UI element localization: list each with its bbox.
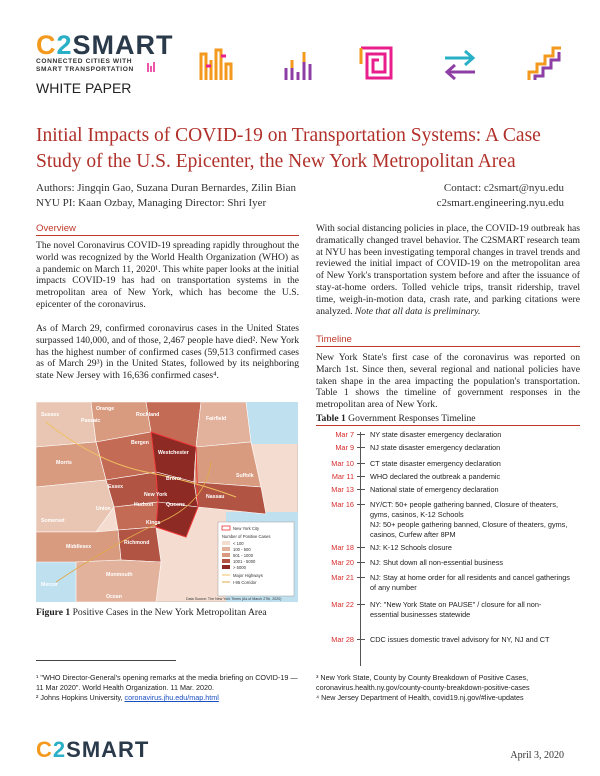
timeline-event: NJ: K-12 Schools closure	[370, 543, 452, 552]
legend-item: 100 - 500	[233, 547, 251, 552]
overview-paragraph-2: As of March 29, confirmed coronavirus cases in the United States surpassed 140,000, and of those, 2,467 people have died². New York has the highest number of confirmed cases (59,513 confirmed cases as of March 29³) in the United States, followed by its neighboring state New Jersey with 16,636 confirmed cases⁴.	[36, 323, 299, 382]
footnote-2	[36, 693, 298, 703]
timeline-event: NJ state disaster emergency declaration	[370, 443, 501, 452]
county-label-nassau: Nassau	[206, 494, 225, 500]
principal-investigator: NYU PI: Kaan Ozbay, Managing Director: Shri Iyer	[36, 197, 267, 209]
timeline-event: National state of emergency declaration	[370, 485, 499, 494]
figure-1-text: Positive Cases in the New York Metropolitan Area	[70, 607, 267, 618]
doc-type: WHITE PAPER	[36, 80, 132, 96]
timeline-date: Mar 18	[331, 543, 354, 552]
timeline-tick	[357, 504, 365, 505]
figure-1-label: Figure 1	[36, 607, 71, 618]
loop-icon	[357, 44, 395, 82]
timeline-tick	[357, 604, 365, 605]
timeline-tick	[357, 447, 365, 448]
county-label-union: Union	[96, 506, 111, 512]
figure-1-map	[36, 402, 298, 602]
contact-block	[437, 181, 564, 211]
legend-highways: Major Highways	[233, 573, 263, 578]
county-label-suffolk: Suffolk	[236, 473, 254, 479]
county-label-monmouth: Monmouth	[106, 572, 133, 578]
county-label-queens: Queens	[166, 502, 186, 508]
timeline-tick	[357, 562, 365, 563]
legend-title-cases: Number of Positive Cases	[222, 534, 271, 539]
timeline-event: CDC issues domestic travel advisory for NY, NJ and CT	[370, 635, 550, 644]
table-1-title: Government Responses Timeline	[345, 413, 476, 424]
county-label-bergen: Bergen	[131, 440, 149, 446]
timeline-date: Mar 22	[331, 600, 354, 609]
timeline-event: NY state disaster emergency declaration	[370, 430, 502, 439]
title-line-1: Initial Impacts of COVID-19 on Transportation Systems: A Case	[36, 125, 541, 146]
timeline-tick	[357, 577, 365, 578]
county-label-passaic: Passaic	[81, 418, 101, 424]
county-label-new-york: New York	[144, 492, 168, 498]
legend-item: > 5000	[233, 565, 246, 570]
timeline-event: NJ: Shut down all non-essential business	[370, 558, 504, 567]
timeline-tick	[357, 489, 365, 490]
footnotes-left	[36, 673, 298, 703]
footnote-1: ¹ "WHO Director-General's opening remarks at the media briefing on COVID-19 —11 Mar 2020". World Health Organization. 11 Mar. 2020.	[36, 673, 298, 692]
timeline-date: Mar 28	[331, 635, 354, 644]
legend-title-nyc: New York City	[233, 526, 260, 531]
timeline-event: NJ: 50+ people gathering banned, Closure of theaters, gyms, casinos, Curfew after 8PM	[370, 520, 568, 539]
timeline-date: Mar 7	[335, 430, 354, 439]
timeline-date: Mar 13	[331, 485, 354, 494]
timeline-axis	[360, 432, 361, 666]
figure-1-caption	[36, 607, 267, 618]
paper-title	[36, 123, 576, 175]
overview-heading: Overview	[36, 223, 76, 234]
timeline-tick	[357, 463, 365, 464]
intro-note: Note that all data is preliminary.	[354, 305, 481, 317]
county-label-rockland: Rockland	[136, 412, 160, 418]
timeline-date: Mar 21	[331, 573, 354, 582]
timeline-tick	[357, 434, 365, 435]
timeline-paragraph: New York State's first case of the coronavirus was reported on March 1st. Since then, several regional and national policies have taken shape in the area impacting the population's transportation. Table 1 shows the timeline of government responses in the metropolitan area of New York.	[316, 352, 580, 411]
timeline-date: Mar 20	[331, 558, 354, 567]
timeline-event: NY/CT: 50+ people gathering banned, Closure of theaters, gyms, casinos, K-12 Schools	[370, 500, 559, 519]
title-line-2: Study of the U.S. Epicenter, the New York Metropolitan Area	[36, 151, 516, 172]
footnote-4: ⁴ New Jersey Department of Health, covid19.nj.gov/#live-updates	[316, 693, 524, 702]
county-label-bronx: Bronx	[166, 476, 181, 482]
legend-item: 501 - 1000	[233, 553, 254, 558]
timeline-date: Mar 16	[331, 500, 354, 509]
logo-subtitle-line2: SMART TRANSPORTATION	[36, 66, 134, 73]
timeline-date: Mar 11	[331, 472, 354, 481]
website-link[interactable]: c2smart.engineering.nyu.edu	[436, 197, 564, 209]
county-label-fairfield: Fairfield	[206, 416, 227, 422]
table-1-label: Table 1	[316, 413, 346, 424]
county-label-richmond: Richmond	[124, 540, 150, 546]
county-label-mercer: Mercer	[41, 582, 59, 588]
timeline-tick	[357, 476, 365, 477]
jhu-map-link[interactable]: coronavirus.jhu.edu/map.html	[124, 693, 219, 702]
logo-subtitle-line1: CONNECTED CITIES WITH	[36, 58, 133, 65]
logo-mark-icon	[147, 60, 157, 74]
legend-i95: I-95 Corridor	[233, 580, 257, 585]
authors: Authors: Jingqin Gao, Suzana Duran Bernardes, Zilin Bian	[36, 182, 296, 194]
timeline-divider	[316, 346, 580, 347]
stairs-icon	[525, 44, 565, 84]
county-label-kings: Kings	[146, 520, 161, 526]
county-label-middlesex: Middlesex	[66, 544, 92, 550]
timeline-event: NJ: Stay at home order for all residents and cancel gatherings of any number	[370, 573, 570, 592]
timeline-date: Mar 10	[331, 459, 354, 468]
overview-divider	[36, 235, 299, 236]
timeline-event: WHO declared the outbreak a pandemic	[370, 472, 501, 481]
legend-item: 1001 - 5000	[233, 559, 256, 564]
logo-subtitle	[36, 58, 134, 74]
county-label-westchester: Westchester	[158, 450, 189, 456]
county-label-ocean: Ocean	[106, 594, 122, 600]
footnote-2-text: ² Johns Hopkins University,	[36, 693, 125, 702]
legend-item: < 100	[233, 541, 244, 546]
timeline-date: Mar 9	[335, 443, 354, 452]
county-label-essex: Essex	[108, 484, 124, 490]
logo-wordmark: C2SMART	[36, 30, 174, 60]
authors-block	[36, 181, 296, 211]
county-label-orange: Orange	[96, 406, 115, 412]
timeline-event: NY: "New York State on PAUSE" / closure for all non-essential businesses statewide	[370, 600, 542, 619]
bars-icon	[198, 46, 234, 82]
intro-text: With social distancing policies in place, the COVID-19 outbreak has dramatically changed travel behavior. The C2SMART research team at NYU has been investigating temporal changes in travel trends and reviewed the initial impact of COVID-19 on the metropolitan area of New York's transportation system before and after the issuance of stay-at-home orders. Tolled vehicle trips, transit ridership, travel time, weigh-in-motion data, crash rate, and parking citations were analyzed.	[316, 223, 580, 317]
county-label-sussex: Sussex	[41, 412, 60, 418]
footnotes-right	[316, 673, 580, 703]
intro-paragraph	[316, 223, 580, 317]
c2smart-logo	[36, 30, 174, 61]
county-label-hudson: Hudson	[134, 502, 154, 508]
chart-icon	[282, 46, 316, 82]
timeline-tick	[357, 639, 365, 640]
footer-logo: C2SMART	[36, 737, 150, 762]
footer-date: April 3, 2020	[510, 750, 564, 761]
footnote-rule	[36, 660, 176, 661]
timeline-event: CT state disaster emergency declaration	[370, 459, 501, 468]
footnote-3: ³ New York State, County by County Breakdown of Positive Cases, coronavirus.health.ny.gov/county-county-breakdown-positive-cases	[316, 673, 530, 692]
overview-paragraph-1: The novel Coronavirus COVID-19 spreading rapidly throughout the world was recognized by the World Health Organization (WHO) as a pandemic on March 11, 2020¹. This white paper looks at the initial impacts COVID-19 has had on transportation systems in the metropolitan area of New York, which has become the U.S. epicenter of the coronavirus.	[36, 240, 299, 310]
timeline-heading: Timeline	[316, 334, 352, 345]
table-divider	[316, 425, 580, 426]
table-1-caption	[316, 413, 476, 424]
timeline-tick	[357, 547, 365, 548]
timeline-table	[316, 430, 580, 670]
contact-email[interactable]: Contact: c2smart@nyu.edu	[443, 182, 564, 194]
county-label-somerset: Somerset	[41, 518, 65, 524]
arrows-icon	[441, 48, 479, 80]
county-label-morris: Morris	[56, 460, 72, 466]
map-source: Data Source: The New York Times (As of March 27th, 2020)	[186, 597, 282, 601]
